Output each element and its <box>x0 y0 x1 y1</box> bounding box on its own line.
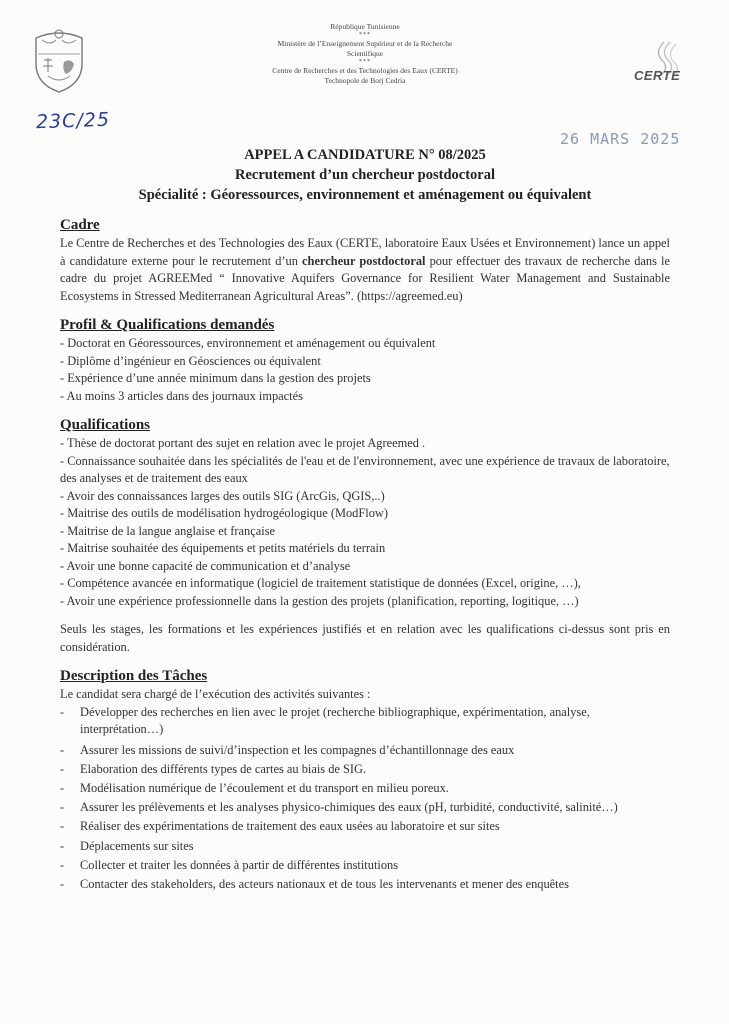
list-item: - Modélisation numérique de l’écoulement et du transport en milieu poreux. <box>60 779 670 798</box>
highlight-text: chercheur postdoctoral <box>302 253 426 268</box>
list-item: - Expérience d’une année minimum dans la gestion des projets <box>60 371 371 385</box>
list-item: - Collecter et traiter les données à partir de différentes institutions <box>60 856 670 875</box>
section-profil <box>60 316 670 405</box>
list-item: - Avoir une bonne capacité de communication et d’analyse <box>60 558 351 573</box>
handwritten-reference: 23C/25 <box>35 108 111 134</box>
section-heading: Profil & Qualifications demandés <box>60 317 275 333</box>
list-item: - Compétence avancée en informatique (logiciel de traitement statistique de données (Excel, origine, …), <box>60 576 581 590</box>
list-item: - Maitrise de la langue anglaise et française <box>60 523 276 538</box>
republic-name: République Tunisienne <box>330 22 400 31</box>
profil-list <box>60 335 670 405</box>
list-item: - Elaboration des différents types de cartes au biais de SIG. <box>60 760 670 779</box>
list-item: - Au moins 3 articles dans des journaux impactés <box>60 388 303 403</box>
list-item: - Maitrise souhaitée des équipements et petits matériels du terrain <box>60 541 386 555</box>
title-line-3: Spécialité : Géoressources, environnement et aménagement ou équivalent <box>138 187 592 203</box>
list-item: - Doctorat en Géoressources, environnement et aménagement ou équivalent <box>60 336 436 350</box>
cadre-paragraph: Le Centre de Recherches et des Technologies des Eaux (CERTE, laboratoire Eaux Usées et Environnement) lance un appel à candidature externe pour le recrutement d’un chercheur postdoctoral pour effectuer des travaux de recherche dans le cadre du projet AGREEMed “ Innovative Aquifers Governance for Resilient Water Management and Sustainable Ecosystems in Stressed Mediterranean Agricultural Areas”. (https://agreemed.eu) <box>60 236 670 303</box>
list-item: - Avoir des connaissances larges des outils SIG (ArcGis, QGIS,..) <box>60 488 385 503</box>
section-qualifications <box>60 416 670 656</box>
header-stars: *** <box>359 59 371 65</box>
document-body <box>60 216 670 905</box>
qualifications-list <box>60 435 670 610</box>
section-cadre <box>60 216 670 305</box>
section-heading: Qualifications <box>60 417 151 433</box>
list-item: - Développer des recherches en lien avec le projet (recherche bibliographique, expérimentation, analyse, interprétation…) <box>60 704 670 741</box>
document-title <box>60 145 670 205</box>
section-heading: Cadre <box>60 217 100 233</box>
list-item: - Thèse de doctorat portant des sujet en relation avec le projet Agreemed . <box>60 436 426 450</box>
title-line-2: Recrutement d’un chercheur postdoctoral <box>234 167 496 183</box>
section-taches <box>60 667 670 894</box>
list-item: - Connaissance souhaitée dans les spécialités de l'eau et de l'environnement, avec une expérience de travaux de laboratoire, des analyses et de traitement des eaux <box>60 453 670 485</box>
date-stamp: 26 MARS 2025 <box>560 130 681 148</box>
centre-location: Technopole de Borj Cedria <box>324 76 406 85</box>
taches-list <box>60 704 670 895</box>
list-item: - Avoir une expérience professionnelle dans la gestion des projets (planification, reporting, logitique, …) <box>60 593 579 608</box>
coat-of-arms-emblem <box>28 24 90 94</box>
ministry-name: Ministère de l’Enseignement Supérieur et de la Recherche Scientifique <box>277 39 453 58</box>
list-item: - Contacter des stakeholders, des acteurs nationaux et de tous les intervenants et mener des enquêtes <box>60 875 670 894</box>
centre-name: Centre de Recherches et des Technologies des Eaux (CERTE) <box>272 66 458 75</box>
list-item: - Diplôme d’ingénieur en Géosciences ou équivalent <box>60 353 321 368</box>
qualifications-note: Seuls les stages, les formations et les expériences justifiés et en relation avec les qualifications ci-dessus sont pris en considération. <box>60 622 670 654</box>
title-line-1: APPEL A CANDIDATURE N° 08/2025 <box>244 147 486 163</box>
certe-logo-text: CERTE <box>634 68 681 83</box>
taches-intro: Le candidat sera chargé de l’exécution des activités suivantes : <box>60 687 371 701</box>
header-stars: *** <box>359 32 371 38</box>
list-item: - Déplacements sur sites <box>60 837 670 856</box>
list-item: - Réaliser des expérimentations de traitement des eaux usées au laboratoire et sur sites <box>60 817 670 836</box>
list-item: - Assurer les prélèvements et les analyses physico-chimiques des eaux (pH, turbidité, conductivité, salinité…) <box>60 798 670 817</box>
section-heading: Description des Tâches <box>60 668 208 684</box>
institution-header <box>260 22 470 86</box>
list-item: - Maitrise des outils de modélisation hydrogéologique (ModFlow) <box>60 506 388 520</box>
list-item: - Assurer les missions de suivi/d’inspection et les compagnes d’échantillonnage des eaux <box>60 741 670 760</box>
